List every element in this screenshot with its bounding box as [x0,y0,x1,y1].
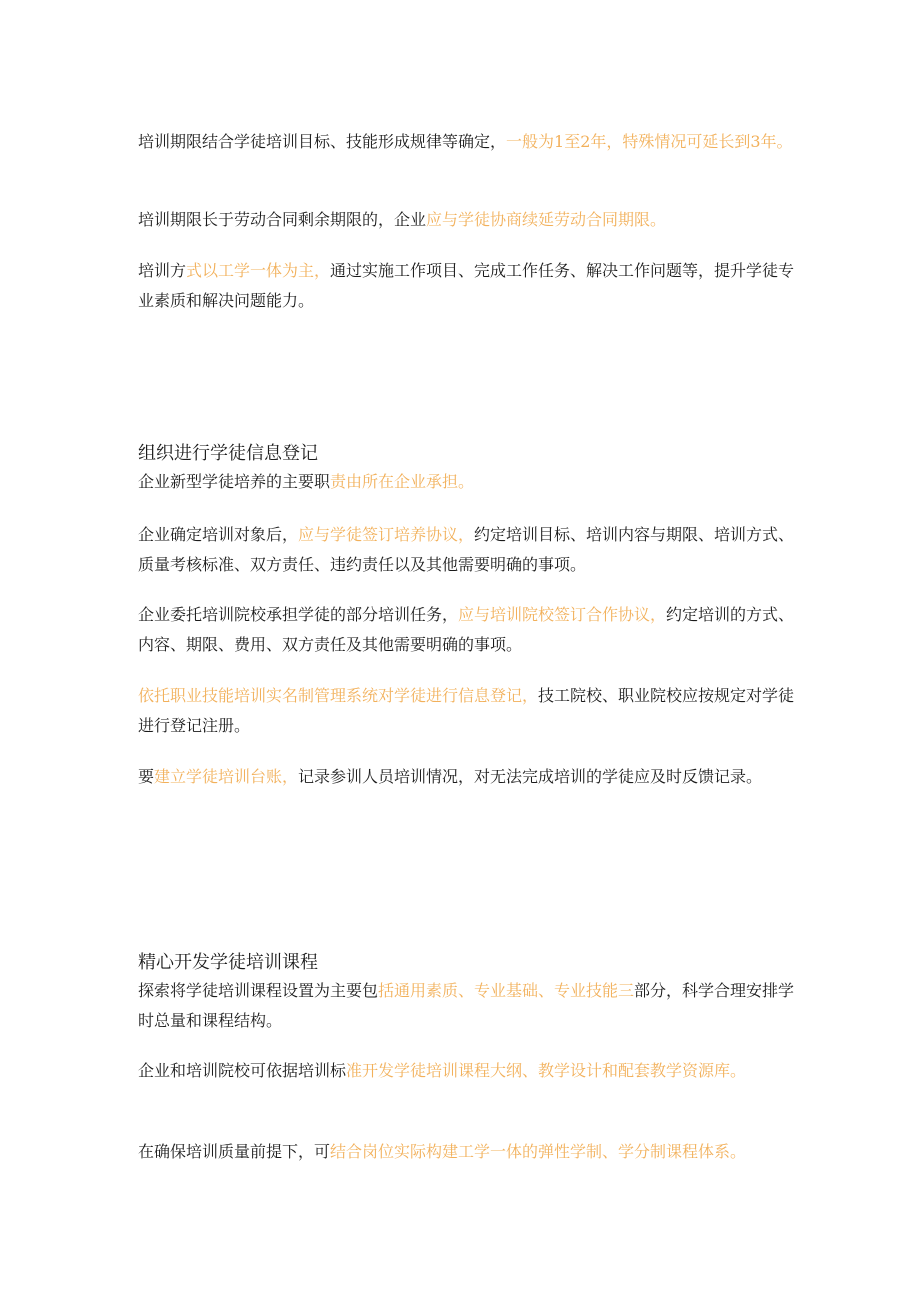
text-run: 培训期限长于劳动合同剩余期限的，企业 [138,210,427,229]
text-run: 要 [138,767,155,786]
text-run: 培训期限结合学徒培训目标、技能形成规律等确定， [138,132,507,151]
paragraph [138,762,798,792]
highlighted-text-run: 依托职业技能培训实名制管理系统对学徒进行信息登记， [138,686,539,705]
highlighted-text-run: 结合岗位实际构建工学一体的弹性学制、学分制课程体系。 [330,1142,747,1161]
text-run: 部分，科学合理安排学时总量和课程结构。 [138,981,795,1030]
section-heading [138,439,798,469]
text-run: 企业新型学徒培养的主要职 [138,472,331,491]
paragraph [138,600,798,660]
paragraph [138,520,798,580]
text-run: 约定培训目标、培训内容与期限、培训方式、质量考核标准、双方责任、违约责任以及其他需要明确的事项。 [138,525,795,574]
paragraph [138,1137,818,1167]
highlighted-text-run: 准开发学徒培训课程大纲、教学设计和配套教学资源库。 [346,1061,747,1080]
highlighted-text-run: 括通用素质、专业基础、专业技能三 [378,981,635,1000]
heading-text: 组织进行学徒信息登记 [138,443,318,464]
text-run: 企业确定培训对象后， [138,525,299,544]
text-run: 在确保培训质量前提下，可 [138,1142,331,1161]
text-run: 记录参训人员培训情况，对无法完成培训的学徒应及时反馈记录。 [298,767,763,786]
heading-text: 精心开发学徒培训课程 [138,952,318,973]
highlighted-text-run: 应与培训院校签订合作协议， [458,605,667,624]
text-run: 企业和培训院校可依据培训标 [138,1061,347,1080]
text-run: 技工院校、职业院校应按规定对学徒进行登记注册。 [138,686,795,735]
text-run: 培训方 [138,261,187,280]
highlighted-text-run: 建立学徒培训台账， [154,767,299,786]
section-heading [138,948,798,978]
paragraph [138,205,798,235]
paragraph [138,976,798,1036]
text-run: 企业委托培训院校承担学徒的部分培训任务， [138,605,459,624]
text-run: 探索将学徒培训课程设置为主要包 [138,981,379,1000]
paragraph [138,127,798,157]
text-run: 通过实施工作项目、完成工作任务、解决工作问题等，提升学徒专业素质和解决问题能力。 [138,261,795,310]
paragraph [138,467,798,497]
paragraph [138,256,798,316]
text-run: 约定培训的方式、内容、期限、费用、双方责任及其他需要明确的事项。 [138,605,795,654]
highlighted-text-run: 应与学徒签订培养协议， [298,525,475,544]
highlighted-text-run: 应与学徒协商续延劳动合同期限。 [426,210,667,229]
paragraph [138,1056,798,1086]
paragraph [138,681,798,741]
highlighted-text-run: 式以工学一体为主， [186,261,331,280]
highlighted-text-run: 责由所在企业承担。 [330,472,475,491]
highlighted-text-run: 一般为1至2年，特殊情况可延长到3年。 [506,132,793,151]
